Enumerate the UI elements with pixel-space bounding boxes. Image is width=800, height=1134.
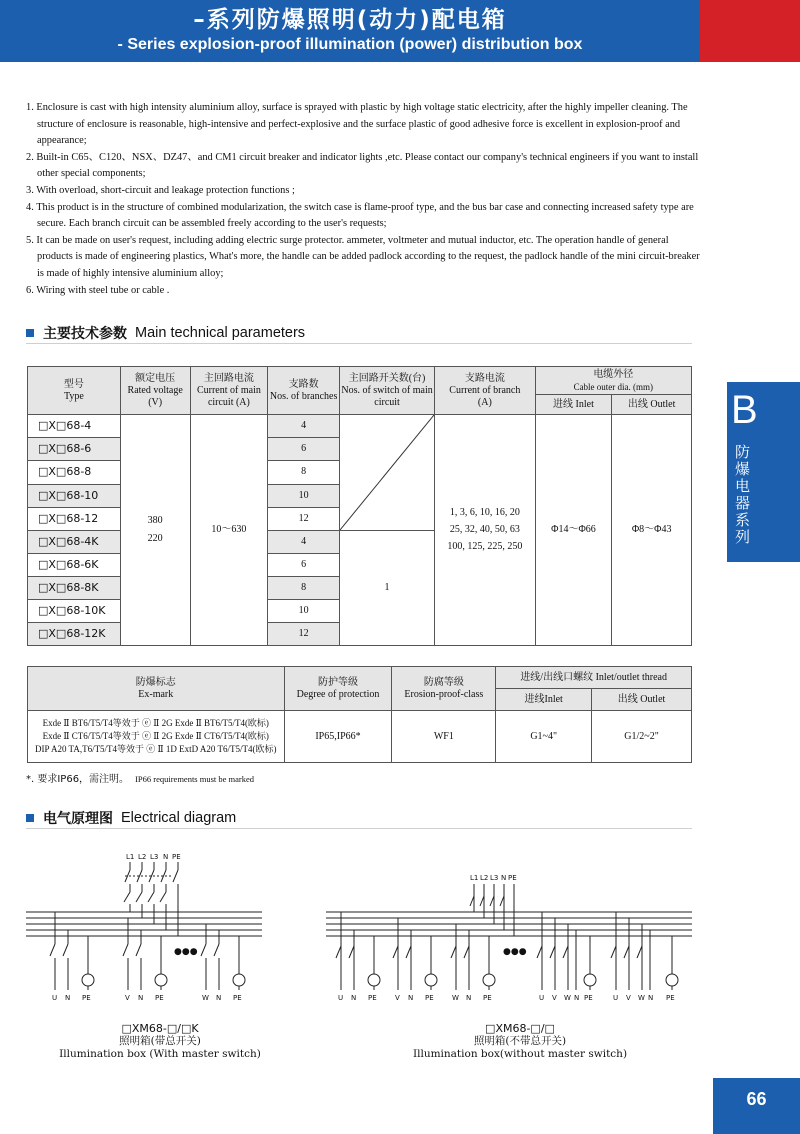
title-cn: –系列防爆照明(动力)配电箱	[193, 7, 507, 33]
bus-label: PE	[172, 853, 181, 861]
table-cell-branches: 12	[268, 507, 340, 530]
section-title-cn: 主要技术参数	[43, 326, 127, 342]
table-cell-type: □X□68-4	[28, 415, 121, 438]
section-title-cn: 电气原理图	[43, 811, 113, 827]
out-label: N	[351, 994, 357, 1002]
table-cell-type: □X□68-6K	[28, 554, 121, 577]
right-model: □XM68-□/□	[485, 1022, 555, 1035]
side-vertical-text: 防爆电器系列	[735, 443, 751, 546]
table-cell-type: □X□68-4K	[28, 531, 121, 554]
square-bullet-icon	[26, 329, 34, 337]
diagonal-line-icon	[340, 415, 434, 530]
cell-inlet-dia: Φ14～Φ66	[535, 415, 612, 646]
electrical-diagram	[0, 840, 700, 1020]
table-cell-branches: 6	[268, 438, 340, 461]
cell-voltage: 380 220	[120, 415, 190, 646]
feature-item: 3. With overload, short-circuit and leakage protection functions ;	[26, 184, 295, 196]
bus-label: L1	[470, 874, 479, 882]
note-cn: *. 要求IP66，需注明。	[26, 774, 130, 785]
section-title-en: Main technical parameters	[135, 325, 306, 341]
left-diagram-caption	[40, 1022, 280, 1061]
out-label: V	[125, 994, 130, 1002]
out-label: V	[552, 994, 557, 1002]
th-thread: 进线/出线口螺纹 Inlet/outlet thread	[496, 667, 692, 689]
th-protection: 防护等级 Degree of protection	[284, 667, 392, 711]
out-label: PE	[233, 994, 242, 1002]
ellipsis-dots: ●●●	[503, 947, 527, 957]
table-cell-branches: 8	[268, 461, 340, 484]
table-cell-type: □X□68-8	[28, 461, 121, 484]
ellipsis-dots: ●●●	[174, 947, 198, 957]
section-heading-diagram	[26, 808, 692, 829]
cell-ex-mark: Exde Ⅱ BT6/T5/T4等效于 ⓔ Ⅱ 2G Exde Ⅱ BT6/T5/T4(欧标) Exde Ⅱ CT6/T5/T4等效于 ⓔ Ⅱ 2G Exde Ⅱ CT6/T5/T4(欧标) DIP A20 TA,T6/T5/T4等效于 ⓔ Ⅱ 1D ExtD A20 T6/T5/T4(欧标)	[28, 711, 285, 763]
bus-label: L1	[126, 853, 135, 861]
bus-label: L2	[480, 874, 489, 882]
out-label: U	[539, 994, 545, 1002]
bus-label: N	[501, 874, 507, 882]
cell-protection: IP65,IP66*	[284, 711, 392, 763]
cell-thread-inlet: G1~4"	[496, 711, 592, 763]
left-caption-en: Illumination box (With master switch)	[59, 1048, 261, 1060]
out-label: PE	[483, 994, 492, 1002]
note-en: IP66 requirements must be marked	[135, 774, 255, 784]
cell-switch-diagonal	[340, 415, 435, 531]
bus-label: L3	[150, 853, 159, 861]
out-label: W	[202, 994, 209, 1002]
table-cell-branches: 12	[268, 623, 340, 646]
table-cell-type: □X□68-8K	[28, 577, 121, 600]
title-en: - Series explosion-proof illumination (power) distribution box	[117, 36, 583, 53]
out-label: N	[648, 994, 654, 1002]
out-label: W	[564, 994, 571, 1002]
th-cable: 电缆外径 Cable outer dia. (mm)	[535, 367, 691, 395]
cell-main-current: 10～630	[190, 415, 268, 646]
feature-item: 5. It can be made on user's request, including adding electric surge protector. ammeter, voltmeter and mutual inductor, etc. The operation handle of general products is made of engineering plastics, What's more, the handle can be added padlock according to the request, the padlock handle of the mini circuit-breaker is made of highly intensive aluminium alloy;	[26, 234, 700, 279]
table-cell-branches: 8	[268, 577, 340, 600]
out-label: N	[138, 994, 144, 1002]
right-circuit-diagram	[326, 884, 692, 990]
th-branch-current: 支路电流 Current of branch (A)	[435, 367, 536, 415]
header-red-block	[700, 0, 800, 62]
technical-parameters-table	[27, 366, 692, 646]
left-model: □XM68-□/□K	[121, 1022, 199, 1035]
feature-item: 4. This product is in the structure of combined modularization, the switch case is flame-proof type, and the bus bar case and connecting increased safety type are secure. Each branch circuit can be assembled freely according to the user's requests;	[26, 201, 694, 230]
th-outlet: 出线 Outlet	[612, 395, 692, 415]
table-cell-branches: 4	[268, 531, 340, 554]
feature-item: 2. Built-in C65、C120、NSX、DZ47、and CM1 circuit breaker and indicator lights ,etc. Please contact our company's technical engineers if you want to install other special components;	[26, 151, 699, 180]
out-label: U	[52, 994, 58, 1002]
th-erosion: 防腐等级 Erosion-proof-class	[392, 667, 496, 711]
table-cell-branches: 4	[268, 415, 340, 438]
square-bullet-icon	[26, 814, 34, 822]
out-label: V	[626, 994, 631, 1002]
section-heading-parameters	[26, 323, 692, 344]
th-inlet: 进线 Inlet	[535, 395, 612, 415]
out-label: PE	[155, 994, 164, 1002]
out-label: N	[65, 994, 71, 1002]
out-label: PE	[368, 994, 377, 1002]
out-label: N	[408, 994, 414, 1002]
th-thread-inlet: 进线Inlet	[496, 689, 592, 711]
ip66-note	[26, 770, 254, 785]
out-label: PE	[82, 994, 91, 1002]
feature-item: 6. Wiring with steel tube or cable .	[26, 284, 170, 296]
th-type: 型号 Type	[28, 367, 121, 415]
out-label: N	[466, 994, 472, 1002]
th-voltage: 额定电压 Rated voltage (V)	[120, 367, 190, 415]
cell-outlet-dia: Φ8～Φ43	[612, 415, 692, 646]
table-cell-type: □X□68-12K	[28, 623, 121, 646]
out-label: W	[638, 994, 645, 1002]
table-cell-branches: 10	[268, 484, 340, 507]
out-label: PE	[666, 994, 675, 1002]
page-number: 66	[713, 1078, 800, 1134]
out-label: N	[574, 994, 580, 1002]
side-letter: B	[731, 388, 758, 432]
th-main-current: 主回路电流 Current of main circuit (A)	[190, 367, 268, 415]
page-header	[0, 0, 800, 62]
left-caption-cn: 照明箱(带总开关)	[119, 1035, 201, 1047]
bus-label: L2	[138, 853, 147, 861]
table-cell-branches: 6	[268, 554, 340, 577]
table-cell-branches: 10	[268, 600, 340, 623]
bus-label: N	[163, 853, 169, 861]
right-diagram-caption	[400, 1022, 640, 1061]
table-cell-type: □X□68-10K	[28, 600, 121, 623]
feature-list	[26, 100, 706, 299]
table-cell-type: □X□68-6	[28, 438, 121, 461]
cell-switch-count: 1	[340, 531, 435, 646]
table-cell-type: □X□68-12	[28, 507, 121, 530]
feature-item: 1. Enclosure is cast with high intensity aluminium alloy, surface is sprayed with plastic by high voltage static electricity, after the highly impeller cleaning. The structure of enclosure is reasonable, high-intensive and perfect-explosive and the surface plastic of good adhesive force is excellent in explosion-proof and appearance;	[26, 102, 688, 147]
out-label: U	[338, 994, 344, 1002]
cell-thread-outlet: G1/2~2"	[592, 711, 692, 763]
out-label: V	[395, 994, 400, 1002]
side-tab	[727, 382, 800, 562]
out-label: U	[613, 994, 619, 1002]
th-ex-mark: 防爆标志 Ex-mark	[28, 667, 285, 711]
th-switch: 主回路开关数(台) Nos. of switch of main circuit	[340, 367, 435, 415]
right-caption-cn: 照明箱(不带总开关)	[473, 1035, 567, 1047]
out-label: PE	[584, 994, 593, 1002]
out-label: N	[216, 994, 222, 1002]
right-caption-en: Illumination box(without master switch)	[412, 1048, 628, 1060]
out-label: W	[452, 994, 459, 1002]
cell-branch-current: 1, 3, 6, 10, 16, 20 25, 32, 40, 50, 63 100, 125, 225, 250	[435, 415, 536, 646]
left-circuit-diagram	[26, 862, 262, 990]
th-thread-outlet: 出线 Outlet	[592, 689, 692, 711]
cell-erosion: WF1	[392, 711, 496, 763]
section-title-en: Electrical diagram	[121, 810, 237, 826]
ex-mark-table	[27, 666, 692, 763]
out-label: PE	[425, 994, 434, 1002]
th-branches: 支路数 Nos. of branches	[268, 367, 340, 415]
header-title-block	[0, 0, 700, 62]
bus-label: PE	[508, 874, 517, 882]
table-cell-type: □X□68-10	[28, 484, 121, 507]
bus-label: L3	[490, 874, 499, 882]
